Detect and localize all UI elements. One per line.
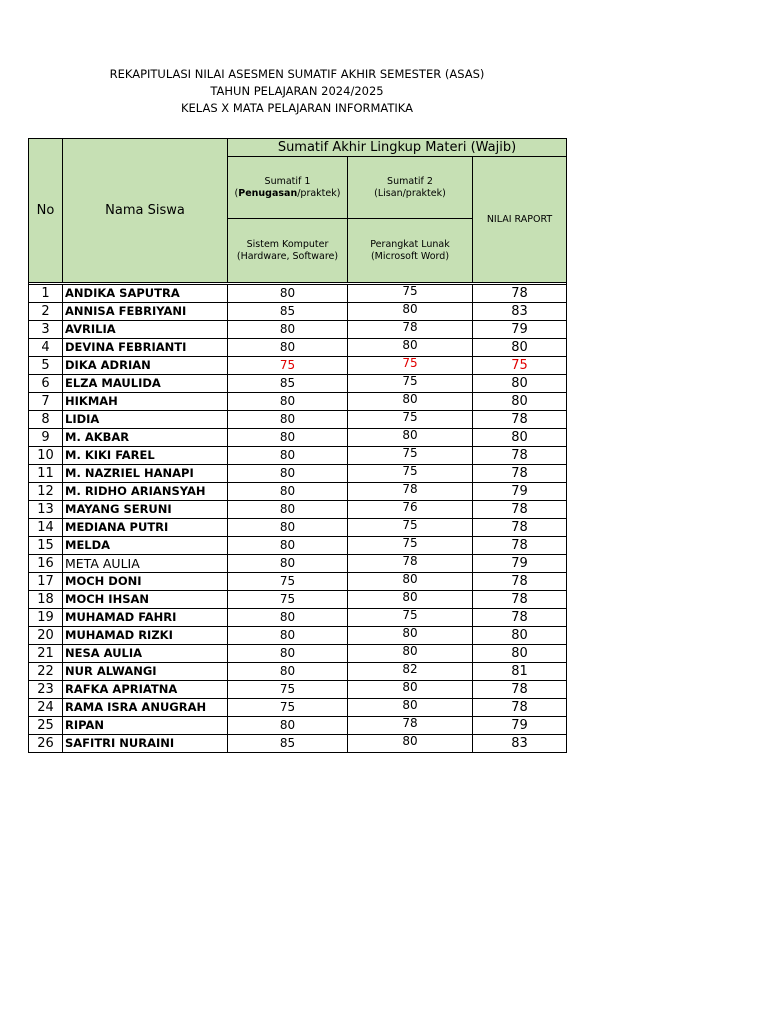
- cell-nilai-raport: 80: [473, 645, 567, 663]
- cell-nilai-raport: 78: [473, 501, 567, 519]
- cell-nama-siswa: MOCH IHSAN: [63, 591, 228, 609]
- cell-sumatif-2: 75: [348, 285, 473, 303]
- cell-sumatif-2: 75: [348, 411, 473, 429]
- header-sumatif-2-sub: (Lisan/praktek): [374, 187, 446, 199]
- cell-sumatif-1: 80: [228, 609, 348, 627]
- table-row: [29, 447, 567, 465]
- cell-sumatif-1: 85: [228, 303, 348, 321]
- cell-nama-siswa: MUHAMAD RIZKI: [63, 627, 228, 645]
- cell-no: 6: [29, 375, 63, 393]
- cell-sumatif-1: 80: [228, 465, 348, 483]
- cell-sumatif-2: 75: [348, 537, 473, 555]
- cell-sumatif-2: 80: [348, 735, 473, 753]
- report-title: [0, 66, 594, 117]
- cell-nilai-raport: 78: [473, 681, 567, 699]
- cell-nilai-raport: 78: [473, 699, 567, 717]
- cell-nilai-raport: 83: [473, 735, 567, 753]
- cell-sumatif-2: 78: [348, 555, 473, 573]
- table-row: [29, 429, 567, 447]
- cell-sumatif-1: 80: [228, 555, 348, 573]
- cell-sumatif-2: 80: [348, 681, 473, 699]
- table-row: [29, 717, 567, 735]
- cell-sumatif-2: 76: [348, 501, 473, 519]
- cell-sumatif-2: 75: [348, 609, 473, 627]
- cell-nama-siswa: HIKMAH: [63, 393, 228, 411]
- cell-nama-siswa: LIDIA: [63, 411, 228, 429]
- table-row: [29, 483, 567, 501]
- table-row: [29, 609, 567, 627]
- cell-no: 10: [29, 447, 63, 465]
- table-row: [29, 591, 567, 609]
- cell-sumatif-1: 75: [228, 591, 348, 609]
- cell-sumatif-1: 80: [228, 627, 348, 645]
- cell-sumatif-2: 75: [348, 519, 473, 537]
- cell-nama-siswa: AVRILIA: [63, 321, 228, 339]
- cell-sumatif-2: 80: [348, 591, 473, 609]
- cell-no: 8: [29, 411, 63, 429]
- cell-no: 21: [29, 645, 63, 663]
- cell-sumatif-2: 75: [348, 375, 473, 393]
- cell-no: 24: [29, 699, 63, 717]
- cell-nama-siswa: ANNISA FEBRIYANI: [63, 303, 228, 321]
- cell-nilai-raport: 79: [473, 717, 567, 735]
- table-row: [29, 681, 567, 699]
- header-materi-1: Sistem Komputer (Hardware, Software): [228, 219, 348, 283]
- cell-nilai-raport: 83: [473, 303, 567, 321]
- cell-sumatif-1: 80: [228, 393, 348, 411]
- cell-no: 15: [29, 537, 63, 555]
- table-row: [29, 303, 567, 321]
- table-row: [29, 519, 567, 537]
- cell-nama-siswa: META AULIA: [63, 555, 228, 573]
- cell-sumatif-1: 80: [228, 717, 348, 735]
- table-row: [29, 357, 567, 375]
- cell-nama-siswa: MEDIANA PUTRI: [63, 519, 228, 537]
- table-row: [29, 393, 567, 411]
- cell-no: 23: [29, 681, 63, 699]
- cell-nilai-raport: 80: [473, 375, 567, 393]
- table-row: [29, 321, 567, 339]
- cell-nama-siswa: M. NAZRIEL HANAPI: [63, 465, 228, 483]
- cell-nama-siswa: MAYANG SERUNI: [63, 501, 228, 519]
- cell-no: 19: [29, 609, 63, 627]
- title-line-2: TAHUN PELAJARAN 2024/2025: [210, 84, 384, 98]
- cell-nilai-raport: 78: [473, 465, 567, 483]
- cell-sumatif-1: 80: [228, 483, 348, 501]
- cell-sumatif-1: 75: [228, 357, 348, 375]
- cell-sumatif-2: 78: [348, 483, 473, 501]
- cell-no: 9: [29, 429, 63, 447]
- cell-no: 3: [29, 321, 63, 339]
- cell-nilai-raport: 79: [473, 483, 567, 501]
- cell-sumatif-1: 75: [228, 699, 348, 717]
- cell-no: 16: [29, 555, 63, 573]
- cell-sumatif-1: 80: [228, 501, 348, 519]
- cell-nilai-raport: 78: [473, 609, 567, 627]
- cell-sumatif-1: 75: [228, 573, 348, 591]
- header-materi-2: Perangkat Lunak (Microsoft Word): [348, 219, 473, 283]
- cell-sumatif-1: 85: [228, 735, 348, 753]
- table-row: [29, 663, 567, 681]
- title-line-3: KELAS X MATA PELAJARAN INFORMATIKA: [181, 101, 413, 115]
- cell-sumatif-1: 75: [228, 681, 348, 699]
- cell-sumatif-1: 80: [228, 429, 348, 447]
- cell-nama-siswa: NESA AULIA: [63, 645, 228, 663]
- cell-nama-siswa: ANDIKA SAPUTRA: [63, 285, 228, 303]
- header-sumatif-1-sub: (Penugasan/praktek): [234, 187, 341, 199]
- table-row: [29, 735, 567, 753]
- cell-sumatif-2: 78: [348, 321, 473, 339]
- cell-no: 22: [29, 663, 63, 681]
- cell-nilai-raport: 79: [473, 555, 567, 573]
- cell-sumatif-1: 80: [228, 519, 348, 537]
- cell-nilai-raport: 78: [473, 285, 567, 303]
- cell-nilai-raport: 80: [473, 393, 567, 411]
- cell-sumatif-2: 80: [348, 699, 473, 717]
- header-no: No: [29, 139, 63, 283]
- cell-sumatif-2: 82: [348, 663, 473, 681]
- header-sumatif-group: Sumatif Akhir Lingkup Materi (Wajib): [228, 139, 567, 157]
- cell-no: 26: [29, 735, 63, 753]
- cell-nilai-raport: 78: [473, 573, 567, 591]
- table-row: [29, 501, 567, 519]
- cell-sumatif-2: 75: [348, 465, 473, 483]
- cell-sumatif-1: 80: [228, 447, 348, 465]
- cell-nama-siswa: RIPAN: [63, 717, 228, 735]
- table-row: [29, 375, 567, 393]
- cell-nilai-raport: 78: [473, 519, 567, 537]
- cell-nama-siswa: SAFITRI NURAINI: [63, 735, 228, 753]
- cell-sumatif-1: 80: [228, 663, 348, 681]
- cell-sumatif-2: 80: [348, 303, 473, 321]
- header-sumatif-2-title: Sumatif 2: [387, 175, 433, 187]
- cell-sumatif-2: 80: [348, 573, 473, 591]
- table-row: [29, 411, 567, 429]
- header-sumatif-1-bold: Penugasan: [238, 187, 298, 199]
- cell-nama-siswa: MUHAMAD FAHRI: [63, 609, 228, 627]
- header-sumatif-1-title: Sumatif 1: [264, 175, 311, 187]
- cell-no: 12: [29, 483, 63, 501]
- table-row: [29, 645, 567, 663]
- cell-no: 20: [29, 627, 63, 645]
- cell-sumatif-1: 80: [228, 645, 348, 663]
- cell-nama-siswa: MOCH DONI: [63, 573, 228, 591]
- cell-nama-siswa: DEVINA FEBRIANTI: [63, 339, 228, 357]
- table-row: [29, 699, 567, 717]
- table-row: [29, 465, 567, 483]
- cell-sumatif-1: 80: [228, 339, 348, 357]
- cell-no: 18: [29, 591, 63, 609]
- cell-nilai-raport: 78: [473, 537, 567, 555]
- cell-nama-siswa: NUR ALWANGI: [63, 663, 228, 681]
- cell-sumatif-2: 80: [348, 645, 473, 663]
- cell-sumatif-1: 80: [228, 411, 348, 429]
- header-sumatif-2: [348, 157, 473, 219]
- cell-nama-siswa: RAMA ISRA ANUGRAH: [63, 699, 228, 717]
- cell-sumatif-2: 78: [348, 717, 473, 735]
- cell-no: 7: [29, 393, 63, 411]
- header-nilai-raport: NILAI RAPORT: [473, 157, 567, 283]
- cell-sumatif-1: 80: [228, 321, 348, 339]
- cell-no: 5: [29, 357, 63, 375]
- cell-sumatif-2: 80: [348, 393, 473, 411]
- table-row: [29, 555, 567, 573]
- cell-no: 25: [29, 717, 63, 735]
- cell-sumatif-2: 75: [348, 357, 473, 375]
- cell-nilai-raport: 80: [473, 429, 567, 447]
- header-nama-siswa: Nama Siswa: [63, 139, 228, 283]
- header-sumatif-1: [228, 157, 348, 219]
- cell-nilai-raport: 75: [473, 357, 567, 375]
- table-row: [29, 339, 567, 357]
- cell-nama-siswa: M. KIKI FAREL: [63, 447, 228, 465]
- cell-no: 11: [29, 465, 63, 483]
- cell-nama-siswa: M. RIDHO ARIANSYAH: [63, 483, 228, 501]
- table-row: [29, 627, 567, 645]
- cell-no: 1: [29, 285, 63, 303]
- cell-no: 14: [29, 519, 63, 537]
- table-row: [29, 573, 567, 591]
- cell-sumatif-2: 80: [348, 627, 473, 645]
- table-row: [29, 285, 567, 303]
- cell-nama-siswa: DIKA ADRIAN: [63, 357, 228, 375]
- cell-sumatif-2: 80: [348, 339, 473, 357]
- cell-nilai-raport: 80: [473, 339, 567, 357]
- cell-sumatif-2: 75: [348, 447, 473, 465]
- cell-nama-siswa: M. AKBAR: [63, 429, 228, 447]
- cell-nama-siswa: ELZA MAULIDA: [63, 375, 228, 393]
- cell-nilai-raport: 81: [473, 663, 567, 681]
- table-row: [29, 537, 567, 555]
- cell-nilai-raport: 79: [473, 321, 567, 339]
- cell-no: 17: [29, 573, 63, 591]
- cell-no: 2: [29, 303, 63, 321]
- cell-sumatif-2: 80: [348, 429, 473, 447]
- cell-sumatif-1: 85: [228, 375, 348, 393]
- cell-nilai-raport: 78: [473, 411, 567, 429]
- cell-no: 4: [29, 339, 63, 357]
- cell-nama-siswa: MELDA: [63, 537, 228, 555]
- cell-sumatif-1: 80: [228, 537, 348, 555]
- cell-nilai-raport: 78: [473, 447, 567, 465]
- cell-sumatif-1: 80: [228, 285, 348, 303]
- cell-nilai-raport: 78: [473, 591, 567, 609]
- cell-nama-siswa: RAFKA APRIATNA: [63, 681, 228, 699]
- cell-no: 13: [29, 501, 63, 519]
- cell-nilai-raport: 80: [473, 627, 567, 645]
- grades-table: [28, 138, 567, 753]
- title-line-1: REKAPITULASI NILAI ASESMEN SUMATIF AKHIR SEMESTER (ASAS): [109, 67, 485, 81]
